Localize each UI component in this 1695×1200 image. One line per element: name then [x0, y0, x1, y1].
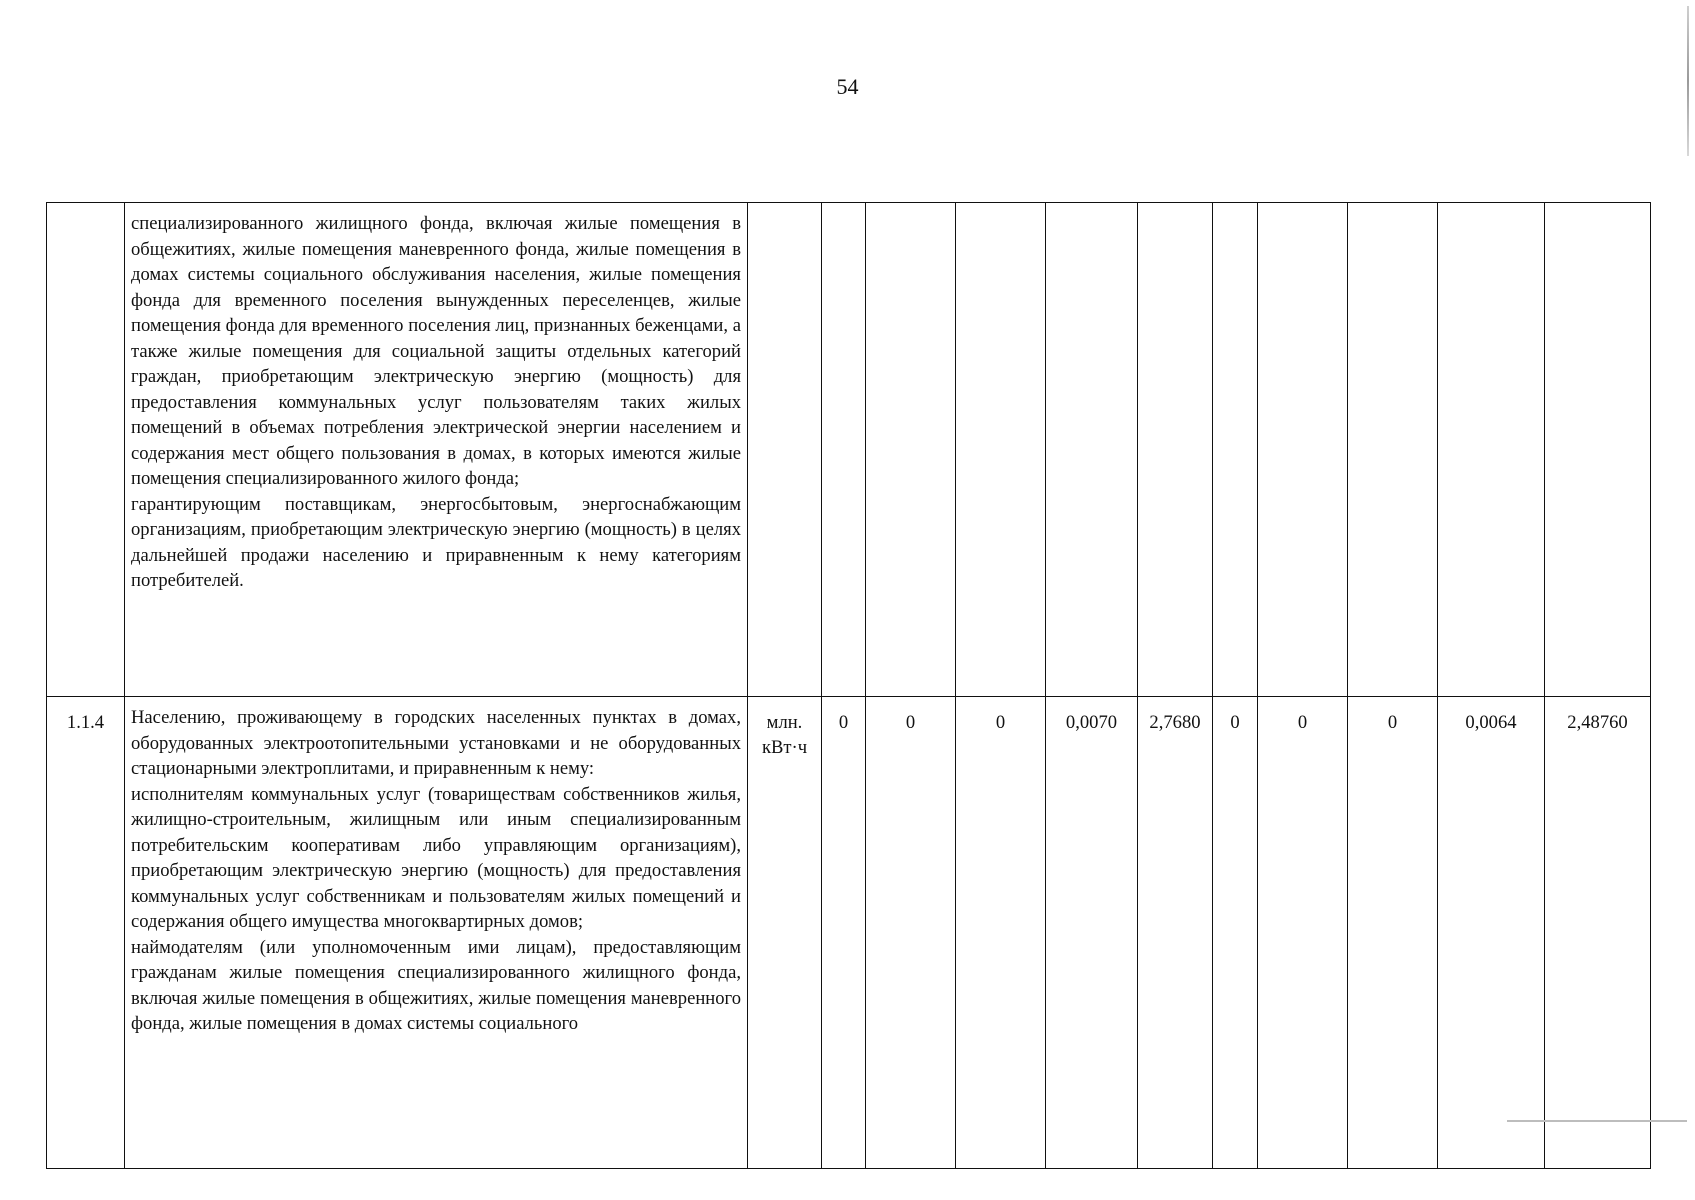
- row-number: [47, 203, 125, 697]
- value-cell: 2,7680: [1138, 697, 1213, 1169]
- table-row: [47, 203, 1651, 697]
- value-cell: [1213, 203, 1258, 697]
- value-cell: [1046, 203, 1138, 697]
- value-cell: [1258, 203, 1348, 697]
- value-cell: 0: [1258, 697, 1348, 1169]
- value-cell: 0: [822, 697, 866, 1169]
- row-description: [125, 203, 748, 697]
- value-cell: [1438, 203, 1545, 697]
- value-cell: [1348, 203, 1438, 697]
- description-paragraph: гарантирующим поставщикам, энергосбытовым, энергоснабжающим организациям, приобретающим электрическую энергию (мощность) в целях дальнейшей продажи населению и приравненным к нему категориям потребителей.: [131, 493, 741, 591]
- value-cell: 0,0070: [1046, 697, 1138, 1169]
- description-paragraph: наймодателям (или уполномоченным ими лицам), предоставляющим гражданам жилые помещения специализированного жилищного фонда, включая жилые помещения в общежитиях, жилые помещения маневренного фонда, жилые помещения в домах системы социального: [131, 936, 741, 1034]
- value-cell: [1138, 203, 1213, 697]
- tariff-table-grid: [46, 202, 1651, 1169]
- value-cell: 0: [1213, 697, 1258, 1169]
- value-cell: [956, 203, 1046, 697]
- value-cell: 0,0064: [1438, 697, 1545, 1169]
- description-paragraph: специализированного жилищного фонда, включая жилые помещения в общежитиях, жилые помещения маневренного фонда, жилые помещения в домах системы социального обслуживания населения, жилые помещения фонда для временного поселения вынужденных переселенцев, жилые помещения фонда для временного поселения лиц, признанных беженцами, а также жилые помещения для социальной защиты отдельных категорий граждан, приобретающим электрическую энергию (мощность) для предоставления коммунальных услуг пользователям таких жилых помещений в объемах потребления электрической энергии населением и содержания мест общего пользования в домах, в которых имеются жилые помещения специализированного жилого фонда;: [131, 213, 741, 489]
- scan-edge-mark: [1687, 6, 1689, 156]
- table-row: [47, 697, 1651, 1169]
- value-cell: [1545, 203, 1651, 697]
- value-cell: 0: [956, 697, 1046, 1169]
- row-unit: млн. кВт·ч: [748, 697, 822, 1169]
- row-description: [125, 697, 748, 1169]
- row-unit: [748, 203, 822, 697]
- page-number: 54: [836, 74, 859, 99]
- scan-bottom-mark: [1507, 1120, 1687, 1122]
- row-number: 1.1.4: [47, 697, 125, 1169]
- value-cell: [866, 203, 956, 697]
- description-paragraph: Населению, проживающему в городских населенных пунктах в домах, оборудованных электроотопительными установками и не оборудованных стационарными электроплитами, и приравненным к нему:: [131, 707, 741, 779]
- value-cell: 0: [866, 697, 956, 1169]
- value-cell: [822, 203, 866, 697]
- value-cell: 2,48760: [1545, 697, 1651, 1169]
- description-paragraph: исполнителям коммунальных услуг (товариществам собственников жилья, жилищно-строительным, жилищным или иным специализированным потребительским кооперативам либо управляющим организациям), приобретающим электрическую энергию (мощность) для предоставления коммунальных услуг собственникам и пользователям жилых помещений и содержания общего имущества многоквартирных домов;: [131, 783, 741, 932]
- value-cell: 0: [1348, 697, 1438, 1169]
- tariff-table: [46, 202, 1650, 1169]
